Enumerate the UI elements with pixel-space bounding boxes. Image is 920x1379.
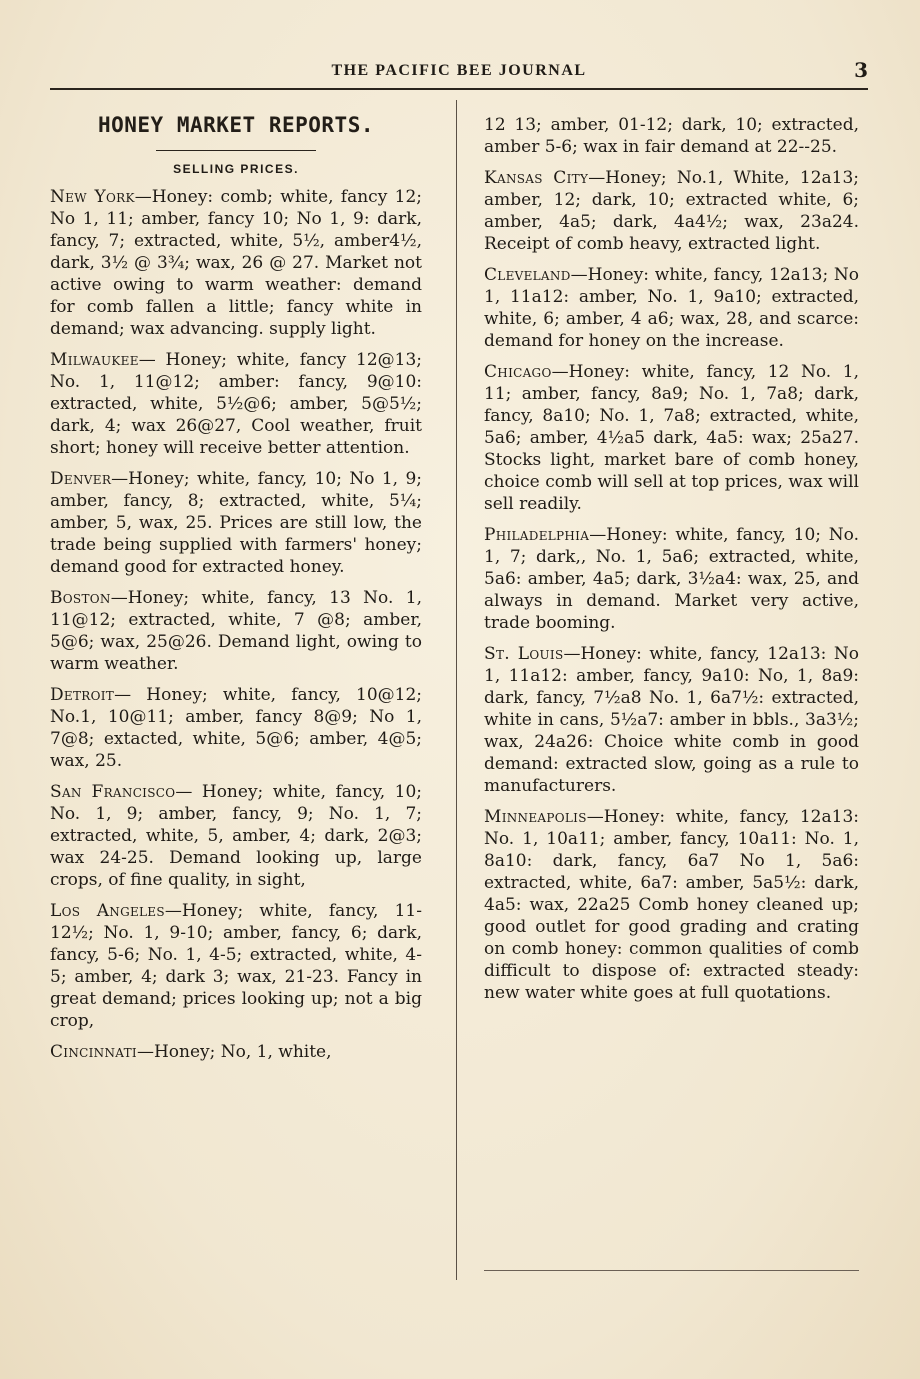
report-text: 12 13; amber, 01-12; dark, 10; extracted, amber 5-6; wax in fair demand at 22--25. xyxy=(484,115,859,157)
report-text: — Honey; white, fancy, 10; No. 1, 9; amber, fancy, 9; No. 1, 7; extracted, white, 5, amber, 4; dark, 2@3; wax 24-25. Demand looking up, large crops, of fine quality, in sight, xyxy=(50,782,422,890)
report-text: —Honey: white, fancy, 10; No. 1, 7; dark,, No. 1, 5a6; extracted, white, 5a6: amber, 4a5; dark, 3½a4: wax, 25, and always in demand. Market very active, trade booming. xyxy=(484,525,859,633)
report-text: — Honey; white, fancy, 10@12; No.1, 10@11; amber, fancy 8@9; No 1, 7@8; extacted, white, 5@6; amber, 4@5; wax, 25. xyxy=(50,685,422,771)
market-report-entry xyxy=(484,264,859,352)
report-text: —Honey: comb; white, fancy 12; No 1, 11; amber, fancy 10; No 1, 9: dark, fancy, 7; extracted, white, 5½, amber4½, dark, 3½ @ 3¾; wax, 26 @ 27. Market not active owing to warm weather: demand for comb fallen a little; fancy white in demand; wax advancing. supply light. xyxy=(50,187,422,339)
report-text: —Honey; No.1, White, 12a13; amber, 12; dark, 10; extracted white, 6; amber, 4a5; dark, 4a4½; wax, 23a24. Receipt of comb heavy, extracted light. xyxy=(484,168,859,254)
city-name: Detroit xyxy=(50,685,115,705)
section-title: HONEY MARKET REPORTS. xyxy=(97,113,374,137)
report-text: —Honey: white, fancy, 12 No. 1, 11; amber, fancy, 8a9; No. 1, 7a8; dark, fancy, 8a10; No. 1, 7a8; extracted, white, 5a6; amber, 4½a5 dark, 4a5: wax; 25a27. Stocks light, market bare of comb honey, choice comb will sell at top prices, wax will sell readily. xyxy=(484,362,859,514)
city-name: Cleveland xyxy=(484,265,571,285)
subheading: SELLING PRICES. xyxy=(173,162,299,176)
report-text: —Honey: white, fancy, 12a13: No. 1, 10a11; amber, fancy, 10a11: No. 1, 8a10: dark, fancy, 6a7 No 1, 5a6: extracted, white, 6a7: amber, 5a5½: dark, 4a5: wax, 22a25 Comb honey cleaned up; good outlet for good grading and crating on comb honey: common qualities of comb difficult to dispose of: extracted steady: new water white goes at full quotations. xyxy=(484,807,859,1003)
city-name: Minneapolis xyxy=(484,807,587,827)
report-text: —Honey: white, fancy, 12a13; No 1, 11a12: amber, No. 1, 9a10; extracted, white, 6; amber, 4 a6; wax, 28, and scarce: demand for honey on the increase. xyxy=(484,265,859,351)
city-name: San Francisco xyxy=(50,782,176,802)
city-name: St. Louis xyxy=(484,644,564,664)
report-text: —Honey; white, fancy, 10; No 1, 9; amber, fancy, 8; extracted, white, 5¼; amber, 5, wax, 25. Prices are still low, the trade being supplied with farmers' honey; demand good for extracted honey. xyxy=(50,469,422,577)
market-report-entry xyxy=(50,468,422,578)
right-column xyxy=(484,114,859,1013)
column-end-rule xyxy=(484,1270,859,1271)
market-report-entry xyxy=(50,684,422,772)
city-name: Kansas City xyxy=(484,168,589,188)
market-report-entry xyxy=(484,806,859,1004)
market-report-entry xyxy=(484,361,859,515)
market-report-entry xyxy=(484,114,859,158)
city-name: Denver xyxy=(50,469,112,489)
report-text: — Honey; white, fancy 12@13; No. 1, 11@12; amber: fancy, 9@10: extracted, white, 5½@6; amber, 5@5½; dark, 4; wax 26@27, Cool weather, fruit short; honey will receive better attention. xyxy=(50,350,422,458)
report-text: —Honey; white, fancy, 11-12½; No. 1, 9-10; amber, fancy, 6; dark, fancy, 5-6; No. 1, 4-5; extracted, white, 4-5; amber, 4; dark 3; wax, 21-23. Fancy in great demand; prices looking up; not a big crop, xyxy=(50,901,422,1031)
city-name: Chicago xyxy=(484,362,552,382)
market-report-entry xyxy=(50,587,422,675)
page-number: 3 xyxy=(854,58,868,82)
report-text: —Honey; white, fancy, 13 No. 1, 11@12; extracted, white, 7 @8; amber, 5@6; wax, 25@26. Demand light, owing to warm weather. xyxy=(50,588,422,674)
market-report-entry xyxy=(484,167,859,255)
market-report-entry xyxy=(50,1041,422,1063)
header-rule xyxy=(50,88,868,90)
market-report-entry xyxy=(50,186,422,340)
market-report-entry xyxy=(484,524,859,634)
report-text: —Honey: white, fancy, 12a13: No 1, 11a12: amber, fancy, 9a10: No, 1, 8a9: dark, fancy, 7½a8 No. 1, 6a7½: extracted, white in cans, 5½a7: amber in bbls., 3a3½; wax, 24a26: Choice white comb in good demand: extracted slow, going as a rule to manufacturers. xyxy=(484,644,860,796)
city-name: Milwaukee xyxy=(50,350,139,370)
city-name: New York xyxy=(50,187,135,207)
subheading-rule xyxy=(156,150,316,151)
column-divider xyxy=(456,100,457,1280)
report-text: —Honey; No, 1, white, xyxy=(136,1042,332,1062)
city-name: Boston xyxy=(50,588,111,608)
journal-title: THE PACIFIC BEE JOURNAL xyxy=(331,62,587,79)
market-report-entry xyxy=(50,900,422,1032)
market-report-entry xyxy=(484,643,859,797)
market-report-entry xyxy=(50,781,422,891)
page-header xyxy=(50,60,868,88)
market-report-entry xyxy=(50,349,422,459)
city-name: Cincinnati xyxy=(50,1042,137,1062)
city-name: Los Angeles xyxy=(50,901,165,921)
left-column xyxy=(50,110,422,1072)
city-name: Philadelphia xyxy=(484,525,590,545)
